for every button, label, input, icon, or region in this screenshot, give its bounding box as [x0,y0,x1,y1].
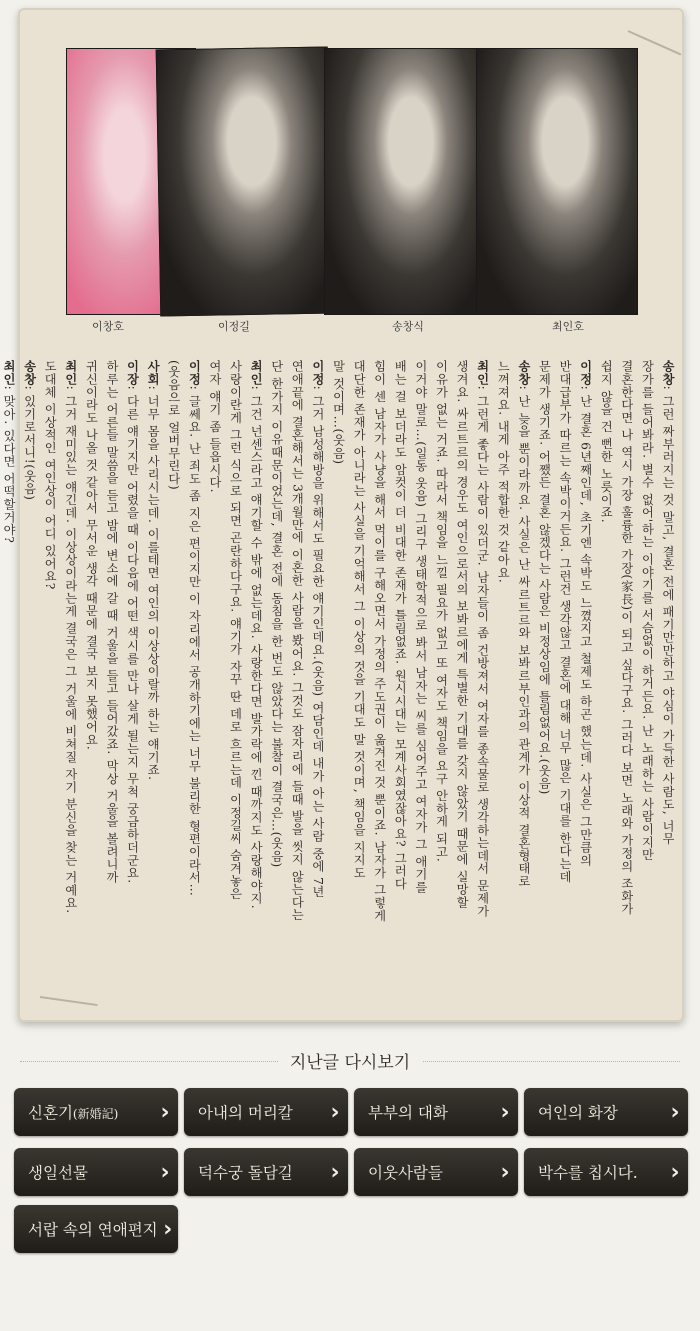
archive-link-button[interactable] [14,1205,178,1253]
speech-text: 하루는 어른들 말씀을 듣고 밤에 변소에 갈 때 거울을 들고 들어갔죠. 막상 거울을 볼려니까 [104,360,119,884]
speaker-label: 이정 [187,360,202,386]
speaker-label: 최인 [63,360,78,386]
article-line [163,360,184,1010]
article-line [596,360,617,1010]
speaker-label: 이장 [125,360,140,386]
archive-link-label: 이웃사람들 [368,1164,443,1182]
article-line [266,360,287,1010]
archive-link-button[interactable] [184,1088,348,1136]
article-line [81,360,102,1010]
article-line [513,360,534,1010]
article-line [637,360,658,1010]
speaker-label: 최인 [2,360,16,386]
archive-link-hanja: (新婚記) [72,1107,119,1121]
speech-text: : 있기로서니!(웃음) [22,385,37,501]
speech-text: : 그거 남성해방을 위해서도 필요한 얘기인데요.(웃음) 여담인데 내가 아는 사람 중에 7년 [310,385,325,899]
article-line [287,360,308,1010]
speech-text: : 난 결혼 6년째인데, 초기엔 속박도 느꼈지고 철제도 하곤 했는데. 사실은 그만큼의 [578,385,593,867]
photo-caption: 송창식 [392,320,424,333]
article-line [19,360,40,1010]
article-line [554,360,575,1010]
speech-text: (웃음으로 얼버무린다) [166,360,181,491]
speaker-label: 최인 [249,360,264,386]
article-line [493,360,514,1010]
archive-link-button[interactable] [354,1088,518,1136]
chevron-right-icon: › [163,1216,173,1242]
article-line [122,360,143,1010]
speech-text: 문제가 생기죠. 어쨌든 결혼 않겠다는 사람은 비정상임에 틀림없어요.(웃음) [537,360,552,795]
chevron-right-icon: › [330,1159,340,1185]
article-line [451,360,472,1010]
speech-text: 이거야 말로…(일동 웃음) 그리구 생태학적으로 봐서 남자는 씨를 심어주고 여자가 그 애기를 [413,360,428,894]
speech-text: 결혼한다면 나 역시 가장 훌륭한 가장(家長)이 되고 싶다구요. 그러다 보면 노래와 가정의 조화가 [619,360,634,916]
article-line [0,360,19,1010]
article-line [143,360,164,1010]
photo-choi-inho [476,48,638,315]
article-line [225,360,246,1010]
speech-text: 귀신이라도 나올 것 같아서 무서운 생각 때문에 결국 보지 못했어요. [84,360,99,751]
archive-link-label: 아내의 머리칼 [198,1104,293,1122]
archive-title-text: 지난글 다시보기 [278,1053,422,1073]
speech-text: : 그건 넌센스라고 얘기할 수 밖에 없는데요. 사랑한다면 발가락에 낀 때까지도 사랑해야지. [249,385,264,910]
speaker-label: 이정 [310,360,325,386]
article-line [328,360,349,1010]
archive-heading [0,1048,700,1073]
photo-strip [66,48,656,333]
article-line [40,360,61,1010]
archive-link-button[interactable] [184,1148,348,1196]
article-line [204,360,225,1010]
article-body [2,360,678,1010]
archive-link-button[interactable] [524,1148,688,1196]
archive-link-label: 여인의 화장 [538,1104,618,1122]
speech-text: 느껴져요. 내게 아주 적합한 것 같아요. [496,360,511,584]
newspaper-clipping [2,8,684,1022]
speaker-label: 송창 [661,360,675,386]
chevron-right-icon: › [330,1099,340,1125]
speech-text: 도대체 이상적인 여인상이 어디 있어요? [43,360,58,590]
speaker-label: 송창 [516,360,531,386]
photo-caption: 이정길 [218,320,250,333]
article-line [184,360,205,1010]
chevron-right-icon: › [670,1099,680,1125]
speech-text: 단 한가지 이유때문이었는데, 결혼 전에 동침을 한 번도 않았다는 불찰이 결국은…(웃음) [269,360,284,868]
speech-text: : 그런 짜부러지는 것 말고, 결혼 전에 패기만만하고 야심이 가득한 사람도, 너무 [661,385,675,846]
chevron-right-icon: › [500,1099,510,1125]
chevron-right-icon: › [670,1159,680,1185]
article-line [410,360,431,1010]
speech-text: : 다른 얘기지만 어렸을 때 이다음에 어떤 색시를 만나 살게 될는지 무척 궁금하더군요. [125,385,140,884]
chevron-right-icon: › [160,1159,170,1185]
article-line [431,360,452,1010]
article-line [657,360,678,1010]
archive-link-label: 덕수궁 돌담길 [198,1164,293,1182]
article-line [472,360,493,1010]
article-line [246,360,267,1010]
speech-text: 반대급부가 따르는 속박이거든요. 그런건 생각않고 결혼에 대해 너무 많은 기대를 한다는데 [558,360,573,883]
speaker-label: 송창 [22,360,37,386]
chevron-right-icon: › [500,1159,510,1185]
speech-text: 장가를 들어봐라. 별수 없어'하는 이야기를 서슴없이 하거든요. 난 노래하는 사람이지만 [640,360,655,862]
archive-link-label: 신혼기(新婚記) [28,1104,119,1122]
speech-text: : 맞아. 있다면 어떡할거야? [2,385,16,544]
article-line [349,360,370,1010]
archive-link-label: 부부의 대화 [368,1104,448,1122]
archive-link-label: 서랍 속의 연애편지 [28,1221,158,1239]
speech-text: 여자 얘기 좀 들읍시다. [207,360,222,494]
speech-text: : 너무 몸을 사리시는데. 이를테면 여인의 이상상이랄까 하는 얘기죠. [146,385,161,781]
speech-text: : 그런게 좋다는 사람이 있더군. 남자들이 좀 건방져서 여자를 종속물로 생각하는데서 문제가 [475,385,490,918]
archive-link-button[interactable] [14,1148,178,1196]
article-line [307,360,328,1010]
article-line [369,360,390,1010]
speaker-label: 사회 [146,360,161,386]
speech-text: 말 것이며…(웃음) [331,360,346,465]
article-line [575,360,596,1010]
speech-text: 대단한 존재가 아니라는 사실을 기억해서 그 이상의 것을 기대도 말 것이며, 책임을 지지도 [352,360,367,879]
photo-caption: 이창호 [92,320,124,333]
speech-text: 사랑이란게 그런 식으로 되면 곤란하다구요. 얘기가 자꾸 딴 데로 흐르는데 이정길씨 숨겨놓은 [228,360,243,901]
speaker-label: 이정 [578,360,593,386]
archive-link-label: 생일선물 [28,1164,88,1182]
speech-text: 힘이 센 남자가 사냥을 해서 먹이를 구해오면서 가정의 주도권이 옮겨진 것 뿐이죠. 남자가 그렇게 [372,360,387,922]
archive-link-label: 박수를 칩시다. [538,1164,638,1182]
speech-text: : 그거 재미있는 얘긴데. 이상상이라는게 결국은 그 거울에 비쳐질 자기 분신을 찾는 거예요. [63,385,78,914]
speaker-label: 최인 [475,360,490,386]
article-line [60,360,81,1010]
speech-text: 배는 걸 보더라도 암컷이 더 비대한 존재가 틀림없죠. 원시시대는 모계사회였잖아요? 그러다 [393,360,408,890]
archive-link-button[interactable] [354,1148,518,1196]
article-line [390,360,411,1010]
article-line [616,360,637,1010]
speech-text: : 난 늦을 뿐이라까요. 사실은 난 싸르트르와 보봐르부인과의 관계가 이상적 결혼형태로 [516,385,531,888]
speech-text: 생겨요. 싸르트르의 경우도 여인으로서의 보봐르에게 특별한 기대를 갖지 않았기 때문에 실망할 [455,360,470,909]
article-line [101,360,122,1010]
archive-link-button[interactable] [524,1088,688,1136]
photo-lee-jeonggil [156,47,333,317]
photo-song-changsik [324,48,482,315]
speech-text: 이유가 없는 거죠. 따라서 책임을 느낄 필요가 없고 또 여자도 책임을 요구 안하게 되고. [434,360,449,863]
chevron-right-icon: › [160,1099,170,1125]
archive-link-button[interactable] [14,1088,178,1136]
photo-caption: 최인호 [552,320,584,333]
speech-text: 쉽지 않을 건 뻔한 노릇이죠. [599,360,614,524]
speech-text: 연애끝에 결혼해서는 3개월만에 이혼한 사람을 봤어요. 그것도 잠자리에 들때 발을 씻지 않는다는 [290,360,305,922]
speech-text: : 글쎄요. 난 죄도 좀 지은 편이지만 이 자리에서 공개하기에는 너무 불리한 형편이라서… [187,385,202,897]
article-line [534,360,555,1010]
